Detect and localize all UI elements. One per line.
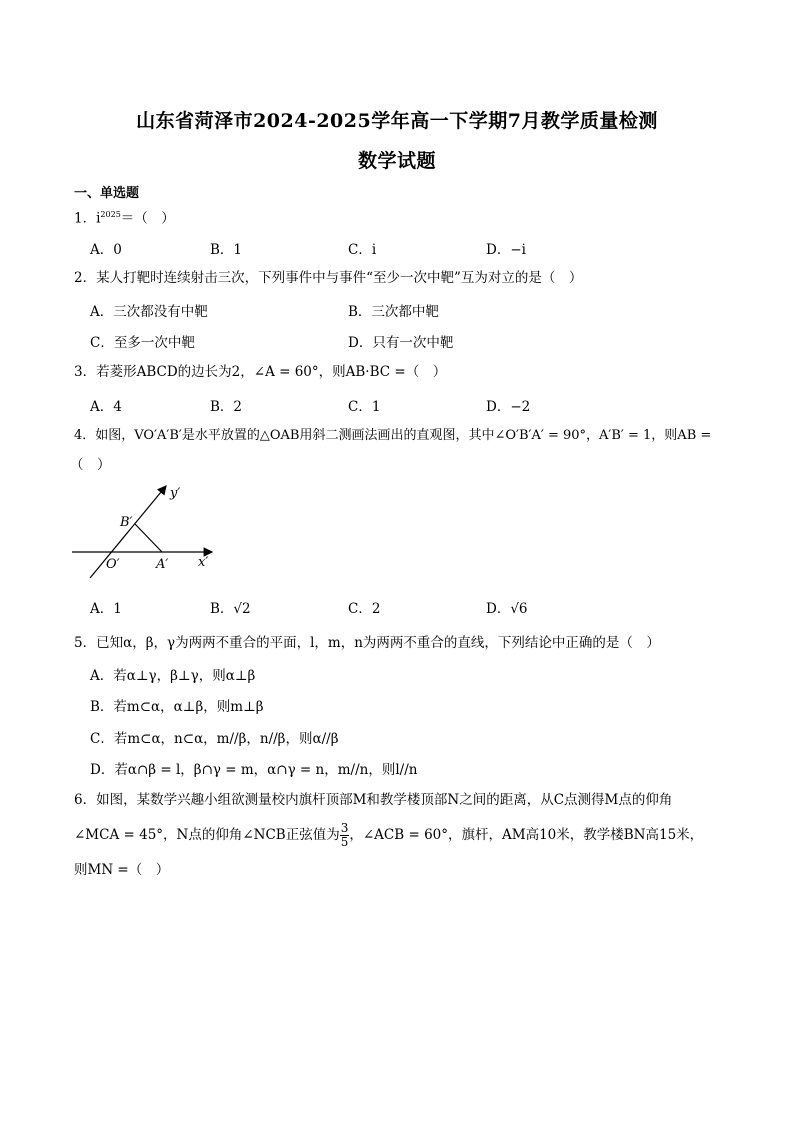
question-1-tail: ＝（ ）	[120, 210, 175, 227]
segment-a-b	[135, 524, 162, 552]
q4-option-a: A．1	[90, 601, 122, 617]
fraction-denominator: 5	[340, 835, 349, 849]
q4-option-d: D．√6	[486, 601, 528, 617]
question-6-line-2-start: ∠MCA = 45°，N点的仰角∠NCB正弦值为	[74, 827, 340, 843]
y-axis	[90, 486, 169, 578]
q1-option-a: A．0	[90, 242, 122, 258]
question-1-base: i	[96, 210, 101, 227]
fraction-three-fifths	[340, 822, 350, 849]
q4-option-b: B．√2	[210, 601, 251, 617]
question-1	[74, 205, 175, 229]
q5-option-c: C．若m⊂α，n⊂α，m//β，n//β，则α//β	[90, 731, 339, 747]
question-4-line-1: 4．如图，VO′A′B′是水平放置的△OAB用斜二测画法画出的直观图，其中∠O′B′A′ = 90°，A′B′ = 1，则AB =	[74, 428, 712, 443]
question-6-line-1: 6．如图，某数学兴趣小组欲测量校内旗杆顶部M和教学楼顶部N之间的距离，从C点测得M点的仰角	[74, 792, 673, 808]
q1-option-d: D．−i	[486, 242, 526, 258]
question-4-line-2: （ ）	[70, 457, 111, 473]
q5-option-d: D．若α∩β = l，β∩γ = m，α∩γ = n，m//n，则l//n	[90, 762, 418, 778]
section-heading-single-choice: 一、单选题	[74, 186, 140, 201]
question-2: 2．某人打靶时连续射击三次，下列事件中与事件“至少一次中靶”互为对立的是（ ）	[74, 270, 583, 286]
question-3: 3．若菱形ABCD的边长为2，∠A = 60°，则AB·BC =（ ）	[74, 364, 447, 380]
label-o-prime: O′	[106, 557, 120, 572]
question-1-exponent: 2025	[100, 210, 121, 219]
q2-option-b: B．三次都中靶	[348, 304, 439, 320]
question-5: 5．已知α，β，γ为两两不重合的平面，l，m，n为两两不重合的直线，下列结论中正确的是（ ）	[74, 635, 660, 651]
q5-option-a: A．若α⊥γ，β⊥γ，则α⊥β	[90, 668, 256, 684]
question-6-line-2	[74, 822, 703, 849]
label-b-prime: B′	[120, 515, 133, 530]
oblique-projection-figure	[70, 482, 230, 582]
exam-subtitle: 数学试题	[357, 150, 436, 172]
q1-option-b: B．1	[210, 242, 243, 258]
question-1-number: 1．	[74, 210, 97, 227]
q3-option-d: D．−2	[486, 399, 531, 415]
fraction-numerator: 3	[340, 821, 349, 835]
q2-option-a: A．三次都没有中靶	[90, 304, 208, 320]
label-a-prime: A′	[156, 557, 169, 572]
q3-option-b: B．2	[210, 399, 243, 415]
q3-option-c: C．1	[348, 399, 381, 415]
q4-option-c: C．2	[348, 601, 381, 617]
q3-option-a: A．4	[90, 399, 122, 415]
q5-option-b: B．若m⊂α，α⊥β，则m⊥β	[90, 699, 264, 715]
label-y-prime: y′	[170, 486, 181, 501]
exam-title: 山东省菏泽市2024-2025学年高一下学期7月教学质量检测	[136, 110, 658, 132]
question-6-line-3: 则MN =（ ）	[74, 862, 170, 878]
q2-option-d: D．只有一次中靶	[348, 335, 454, 351]
q2-option-c: C．至多一次中靶	[90, 335, 195, 351]
label-x-prime: x′	[198, 555, 209, 570]
question-6-line-2-end: ，∠ACB = 60°，旗杆，AM高10米，教学楼BN高15米，	[349, 827, 704, 843]
q1-option-c: C．i	[348, 242, 377, 258]
